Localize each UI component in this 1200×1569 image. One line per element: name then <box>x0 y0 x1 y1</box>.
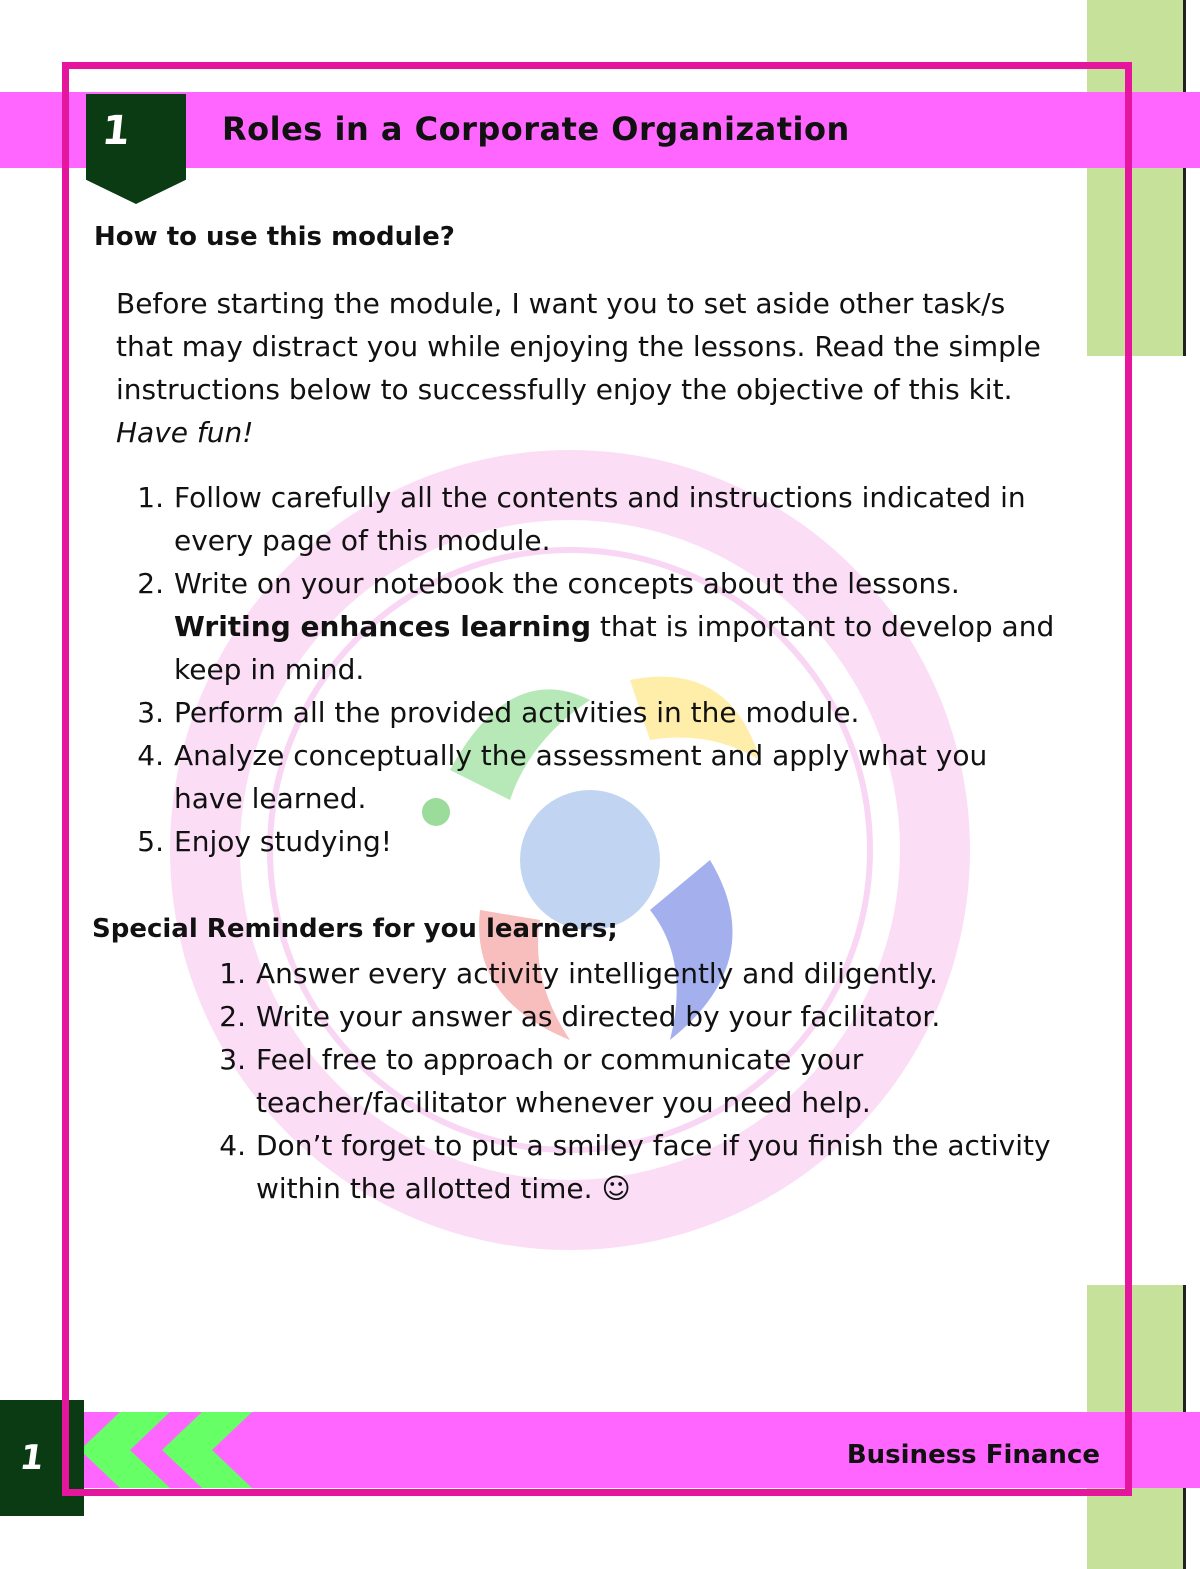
intro-line: instructions below to successfully enjoy the objective of this kit. <box>116 373 1013 406</box>
list-item: 5. Enjoy studying! <box>137 825 392 858</box>
list-item: 2. Write on your notebook the concepts about the lessons. Writing enhances learning that is important to develop and keep in mind. <box>137 567 1055 686</box>
intro-closing: Have fun! <box>116 416 254 449</box>
reminders-heading: Special Reminders for you learners; <box>92 914 618 944</box>
how-to-heading: How to use this module? <box>94 222 455 252</box>
list-item: 1. Answer every activity intelligently and diligently. <box>219 957 938 990</box>
list-item: 3. Perform all the provided activities in the module. <box>137 696 860 729</box>
intro-line: that may distract you while enjoying the lessons. Read the simple <box>116 330 1041 363</box>
list-item: 4. Don’t forget to put a smiley face if you finish the activity within the allotted time. ☺ <box>219 1129 1051 1205</box>
chapter-number: 1 <box>99 108 133 154</box>
list-item: 2. Write your answer as directed by your facilitator. <box>219 1000 941 1033</box>
page-border <box>62 62 1132 1496</box>
subject-label: Business Finance <box>846 1440 1100 1470</box>
page-title: Roles in a Corporate Organization <box>222 110 850 148</box>
page-number: 1 <box>17 1438 47 1478</box>
list-item: 4. Analyze conceptually the assessment and apply what you have learned. <box>137 739 988 815</box>
emphasis-text: Writing enhances learning <box>174 610 591 643</box>
list-item: 3. Feel free to approach or communicate your teacher/facilitator whenever you need help. <box>219 1043 871 1119</box>
list-item: 1. Follow carefully all the contents and instructions indicated in every page of this module. <box>137 481 1026 557</box>
intro-line: Before starting the module, I want you to set aside other task/s <box>116 287 1006 320</box>
